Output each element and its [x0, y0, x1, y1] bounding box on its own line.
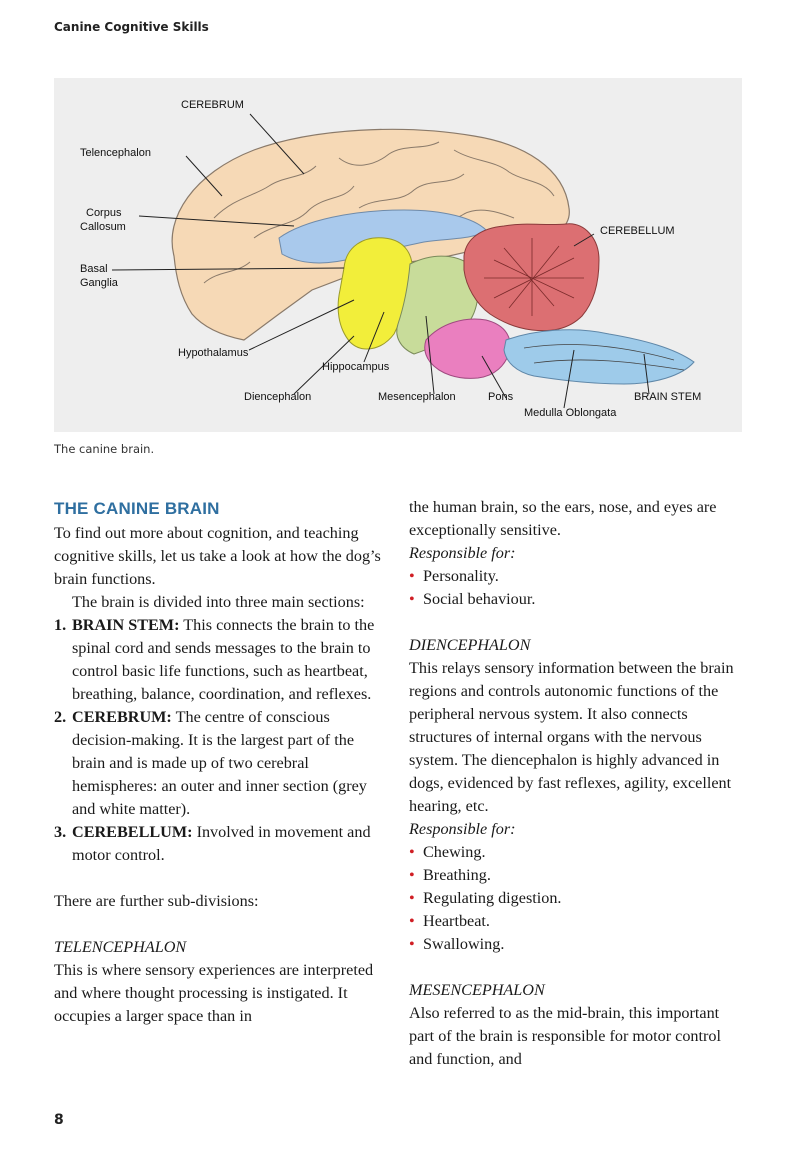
list-text: This connects the brain to the spinal cord and sends messages to the brain to control basic life functions, such as heartbeat, breathing, balance, coordination, and reflexes.: [72, 616, 375, 703]
bullet-dot: •: [409, 866, 415, 884]
label-basal-line1: Basal: [80, 263, 108, 275]
cerebellum-region: [464, 224, 599, 331]
label-pons: Pons: [488, 391, 514, 403]
list-item: [54, 614, 384, 706]
bullet-text: Breathing.: [423, 866, 491, 884]
label-cerebellum: CEREBELLUM: [600, 225, 675, 237]
diencephalon-paragraph: This relays sensory information between the brain regions and controls autonomic functions of the peripheral nervous system. It also connects structures of internal organs with the nervous system. The diencephalon is highly advanced in dogs, evidenced by fast reflexes, agility, excellent hearing, etc.: [409, 659, 734, 815]
brain-sections-list: [54, 614, 384, 867]
label-cerebrum: CEREBRUM: [181, 99, 244, 111]
bullet-text: Social behaviour.: [423, 590, 536, 608]
list-item: [54, 706, 384, 821]
list-item: [409, 565, 744, 588]
list-item: [409, 887, 744, 910]
bullet-dot: •: [409, 843, 415, 861]
list-text: Involved in movement and motor control.: [72, 823, 371, 864]
list-item: [54, 821, 384, 867]
mesencephalon-paragraph: Also referred to as the mid-brain, this important part of the brain is responsible for motor control and function, and: [409, 1004, 721, 1068]
bullet-dot: •: [409, 912, 415, 930]
label-corpus-line2: Callosum: [80, 221, 126, 233]
telencephalon-bullets: [409, 565, 744, 611]
brain-stem-region: [504, 330, 694, 384]
list-number: 3.: [54, 823, 67, 841]
divided-paragraph: The brain is divided into three main sections:: [72, 593, 365, 611]
label-hippocampus: Hippocampus: [322, 361, 390, 373]
intro-paragraph: To find out more about cognition, and teaching cognitive skills, let us take a look at how the dog’s brain functions.: [54, 524, 381, 588]
list-number: 2.: [54, 708, 67, 726]
label-brain-stem: BRAIN STEM: [634, 391, 702, 403]
continuation-paragraph: the human brain, so the ears, nose, and eyes are exceptionally sensitive.: [409, 498, 717, 539]
bullet-text: Heartbeat.: [423, 912, 490, 930]
bullet-dot: •: [409, 935, 415, 953]
label-diencephalon: Diencephalon: [244, 391, 312, 403]
page-number: 8: [54, 1112, 64, 1128]
list-item: [409, 910, 744, 933]
figure-caption: The canine brain.: [54, 442, 155, 456]
list-term: CEREBRUM:: [72, 708, 172, 726]
left-column: [54, 496, 384, 1028]
label-corpus-line1: Corpus: [86, 207, 122, 219]
list-number: 1.: [54, 616, 67, 634]
label-mesencephalon: Mesencephalon: [378, 391, 456, 403]
label-telencephalon: Telencephalon: [80, 147, 151, 159]
telencephalon-heading: TELENCEPHALON: [54, 938, 187, 956]
telencephalon-paragraph: This is where sensory experiences are interpreted and where thought processing is instigated. It occupies a larger space than in: [54, 961, 374, 1025]
diencephalon-heading: DIENCEPHALON: [409, 636, 531, 654]
bullet-dot: •: [409, 567, 415, 585]
bullet-text: Personality.: [423, 567, 499, 585]
right-column: [409, 496, 744, 1071]
bullet-dot: •: [409, 590, 415, 608]
list-item: [409, 588, 744, 611]
list-item: [409, 933, 744, 956]
label-basal-line2: Ganglia: [80, 277, 118, 289]
section-title: THE CANINE BRAIN: [54, 499, 220, 518]
bullet-text: Chewing.: [423, 843, 486, 861]
label-hypothalamus: Hypothalamus: [178, 347, 249, 359]
label-medulla: Medulla Oblongata: [524, 407, 617, 419]
brain-illustration: [54, 78, 742, 432]
further-paragraph: There are further sub-divisions:: [54, 892, 259, 910]
diencephalon-bullets: [409, 841, 744, 956]
list-item: [409, 841, 744, 864]
list-text: The centre of conscious decision-making. It is the largest part of the brain and is made up of two cerebral hemispheres: an outer and inner section (grey and white matter).: [72, 708, 367, 818]
list-term: CEREBELLUM:: [72, 823, 193, 841]
brain-diagram: [54, 78, 742, 432]
bullet-text: Swallowing.: [423, 935, 505, 953]
responsible-label: Responsible for:: [409, 820, 516, 838]
bullet-dot: •: [409, 889, 415, 907]
list-item: [409, 864, 744, 887]
responsible-label: Responsible for:: [409, 544, 516, 562]
bullet-text: Regulating digestion.: [423, 889, 562, 907]
list-term: BRAIN STEM:: [72, 616, 180, 634]
running-header: Canine Cognitive Skills: [54, 20, 209, 34]
mesencephalon-heading: MESENCEPHALON: [409, 981, 545, 999]
